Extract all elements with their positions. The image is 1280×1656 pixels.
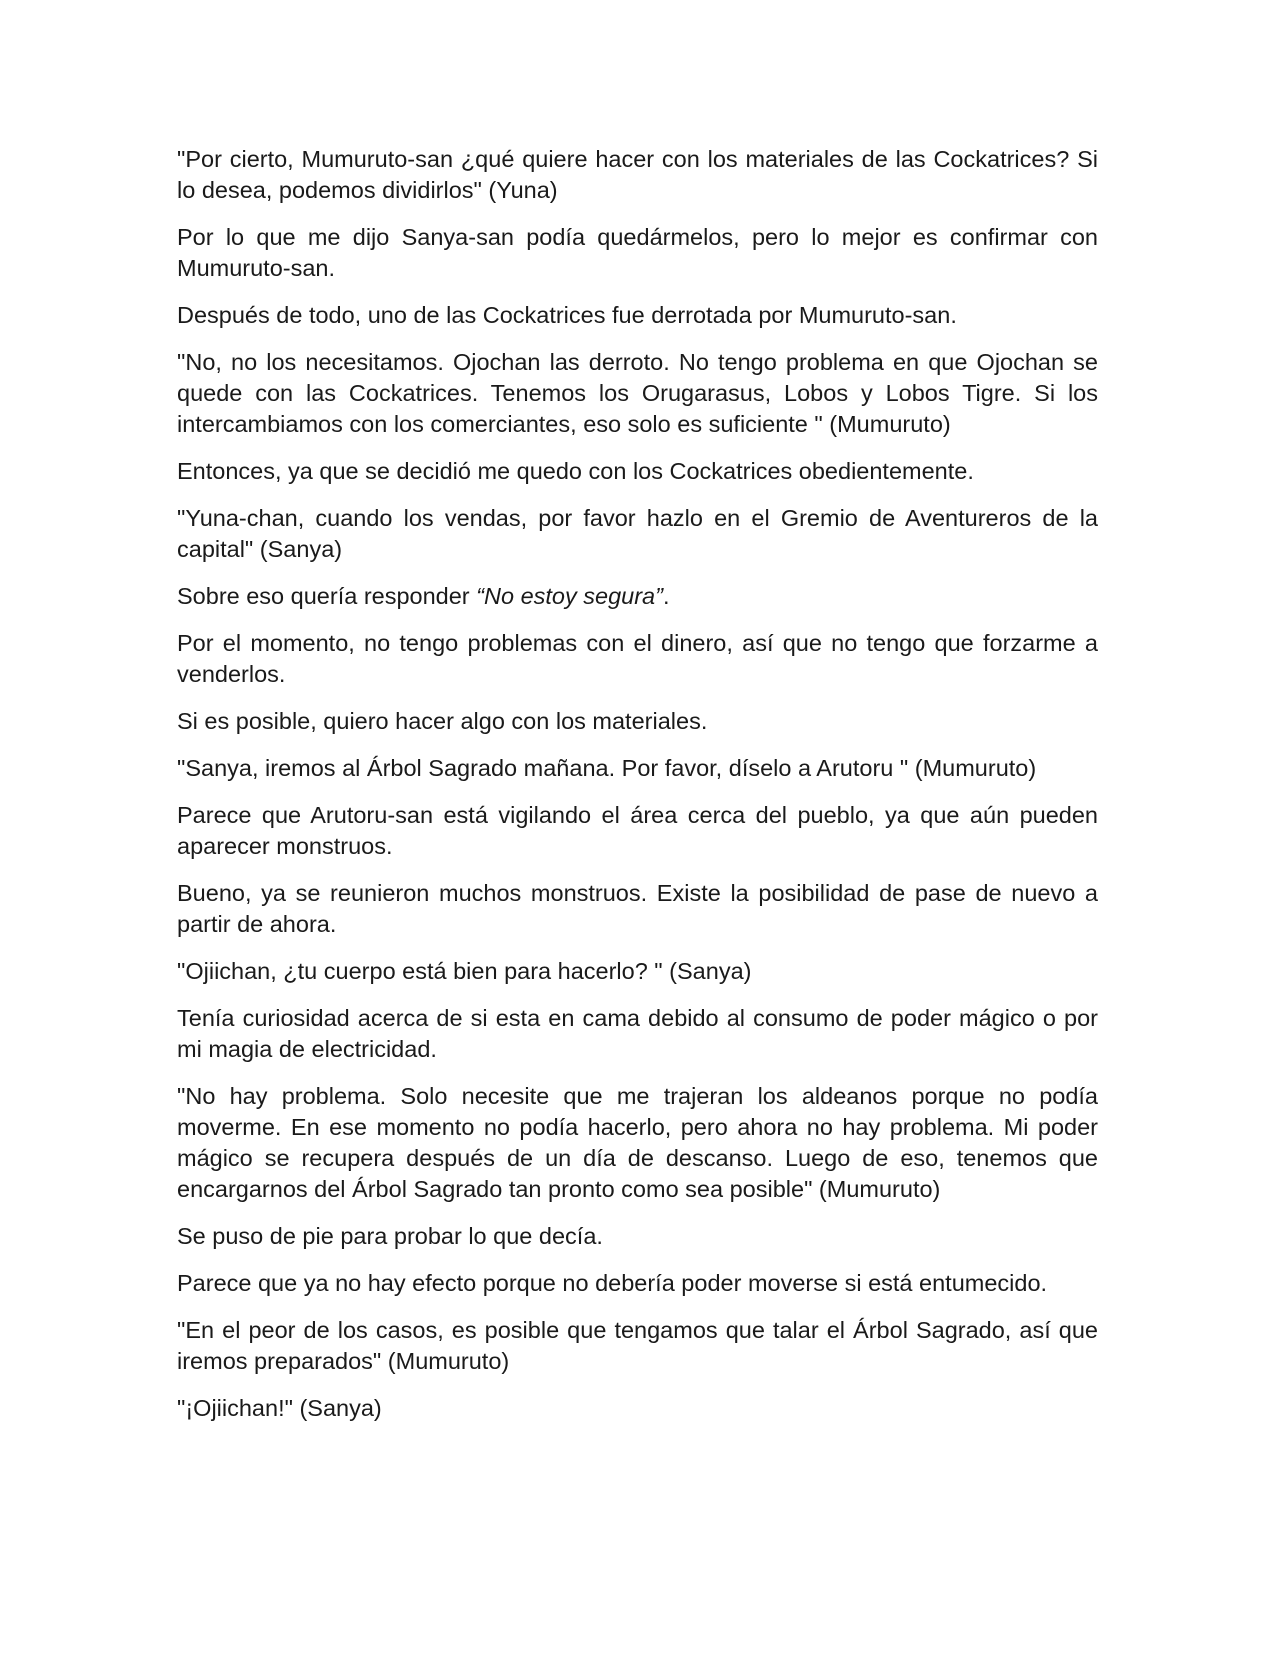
italic-quote: “No estoy segura” [476,583,663,609]
paragraph: "En el peor de los casos, es posible que tengamos que talar el Árbol Sagrado, así que iremos preparados" (Mumuruto) [177,1317,1098,1374]
paragraph: Parece que ya no hay efecto porque no debería poder moverse si está entumecido. [177,1270,1048,1296]
paragraph: "Sanya, iremos al Árbol Sagrado mañana. Por favor, díselo a Arutoru " (Mumuruto) [177,755,1037,781]
paragraph: "Yuna-chan, cuando los vendas, por favor hazlo en el Gremio de Aventureros de la capital" (Sanya) [177,505,1098,562]
paragraph-text: Sobre eso quería responder [177,583,477,609]
paragraph: Después de todo, uno de las Cockatrices fue derrotada por Mumuruto-san. [177,302,957,328]
paragraph: "Ojiichan, ¿tu cuerpo está bien para hacerlo? " (Sanya) [177,958,752,984]
paragraph-text: . [662,583,670,609]
paragraph: Si es posible, quiero hacer algo con los materiales. [177,708,708,734]
paragraph: Se puso de pie para probar lo que decía. [177,1223,603,1249]
document-body [177,144,1098,1440]
paragraph: "No hay problema. Solo necesite que me trajeran los aldeanos porque no podía moverme. En ese momento no podía hacerlo, pero ahora no hay problema. Mi poder mágico se recupera después de un día de descanso. Luego de eso, tenemos que encargarnos del Árbol Sagrado tan pronto como sea posible" (Mumuruto) [177,1083,1098,1202]
paragraph: "¡Ojiichan!" (Sanya) [177,1395,382,1421]
paragraph: "No, no los necesitamos. Ojochan las derroto. No tengo problema en que Ojochan se quede con las Cockatrices. Tenemos los Orugarasus, Lobos y Lobos Tigre. Si los intercambiamos con los comerciantes, eso solo es suficiente " (Mumuruto) [177,349,1098,437]
paragraph: Bueno, ya se reunieron muchos monstruos. Existe la posibilidad de pase de nuevo a partir de ahora. [177,880,1098,937]
paragraph: Parece que Arutoru-san está vigilando el área cerca del pueblo, ya que aún pueden aparecer monstruos. [177,802,1098,859]
paragraph [177,581,1098,612]
paragraph: "Por cierto, Mumuruto-san ¿qué quiere hacer con los materiales de las Cockatrices? Si lo desea, podemos dividirlos" (Yuna) [177,146,1098,203]
paragraph: Entonces, ya que se decidió me quedo con los Cockatrices obedientemente. [177,458,974,484]
paragraph: Por lo que me dijo Sanya-san podía quedármelos, pero lo mejor es confirmar con Mumuruto-san. [177,224,1098,281]
paragraph: Tenía curiosidad acerca de si esta en cama debido al consumo de poder mágico o por mi magia de electricidad. [177,1005,1098,1062]
paragraph: Por el momento, no tengo problemas con el dinero, así que no tengo que forzarme a venderlos. [177,630,1098,687]
